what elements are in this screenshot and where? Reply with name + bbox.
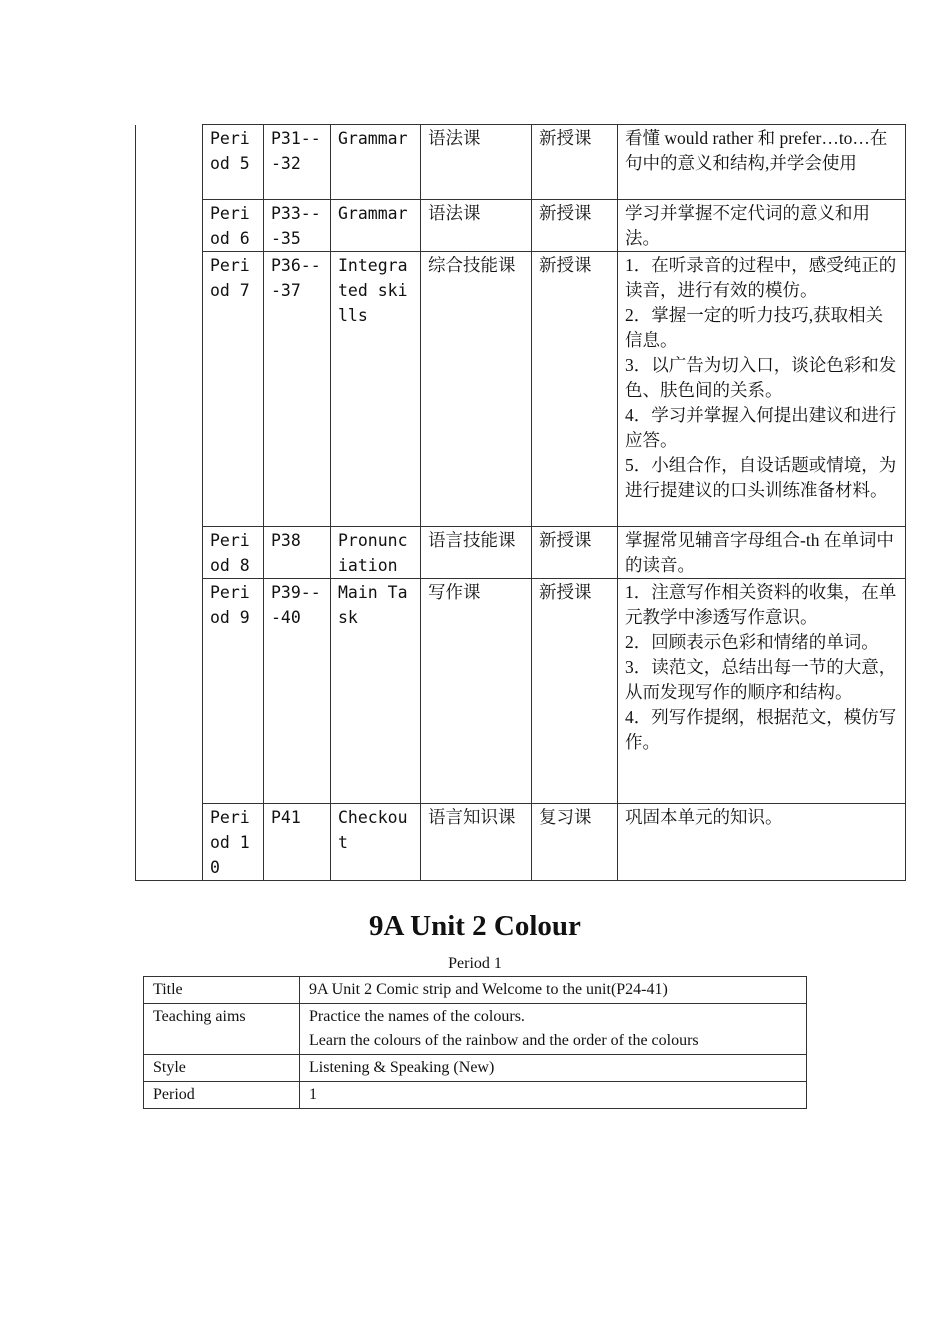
lesson-type-cell: 写作课 <box>421 579 532 804</box>
aim-item: 看懂 would rather 和 prefer…to…在句中的意义和结构,并学会使用 <box>625 128 888 173</box>
pages-cell: P41 <box>264 804 331 881</box>
aim-line: Learn the colours of the rainbow and the order of the colours <box>309 1032 699 1049</box>
pages-cell: P39---40 <box>264 579 331 804</box>
section-cell: Checkout <box>331 804 421 881</box>
aim-item: 1．注意写作相关资料的收集，在单元教学中渗透写作意识。 <box>625 582 897 627</box>
lesson-type-cell: 语言知识课 <box>421 804 532 881</box>
lesson-type-cell: 综合技能课 <box>421 252 532 527</box>
unit-title: 9A Unit 2 Colour <box>369 910 581 942</box>
unit-column-cell <box>136 125 203 881</box>
lesson-type-cell: 语法课 <box>421 125 532 200</box>
aim-item: 巩固本单元的知识。 <box>625 807 783 827</box>
info-row-title <box>144 977 807 1004</box>
period-cell: Period 9 <box>203 579 264 804</box>
plan-row <box>136 200 906 252</box>
aims-cell <box>618 579 906 804</box>
aim-item: 2．掌握一定的听力技巧,获取相关信息。 <box>625 305 884 350</box>
lesson-type-cell: 语法课 <box>421 200 532 252</box>
style-label: Style <box>144 1055 300 1082</box>
class-type-cell: 新授课 <box>532 200 618 252</box>
plan-row <box>136 579 906 804</box>
aim-item: 3．以广告为切入口，谈论色彩和发色、肤色间的关系。 <box>625 355 897 400</box>
aim-item: 4．列写作提纲，根据范文，模仿写作。 <box>625 707 897 752</box>
section-cell: Main Task <box>331 579 421 804</box>
plan-row <box>136 252 906 527</box>
aims-cell <box>618 527 906 579</box>
period-cell: Period 7 <box>203 252 264 527</box>
class-type-cell: 新授课 <box>532 527 618 579</box>
period-cell: Period 8 <box>203 527 264 579</box>
aim-line: Practice the names of the colours. <box>309 1008 525 1025</box>
info-row-style <box>144 1055 807 1082</box>
aims-value <box>300 1004 807 1055</box>
pages-cell: P33---35 <box>264 200 331 252</box>
aim-item: 1．在听录音的过程中，感受纯正的读音，进行有效的模仿。 <box>625 255 897 300</box>
section-cell: Grammar <box>331 200 421 252</box>
class-type-cell: 新授课 <box>532 252 618 527</box>
info-row-period <box>144 1082 807 1109</box>
title-value: 9A Unit 2 Comic strip and Welcome to the unit(P24-41) <box>300 977 807 1004</box>
aim-item: 3．读范文，总结出每一节的大意，从而发现写作的顺序和结构。 <box>625 657 897 702</box>
lesson-plan-body <box>136 125 906 881</box>
aims-cell <box>618 200 906 252</box>
period-label: Period <box>144 1082 300 1109</box>
aim-item: 5．小组合作，自设话题或情境，为进行提建议的口头训练准备材料。 <box>625 455 897 500</box>
lesson-plan-table <box>135 124 906 881</box>
section-cell: Grammar <box>331 125 421 200</box>
aim-item: 掌握常见辅音字母组合-th 在单词中的读音。 <box>625 530 894 575</box>
class-type-cell: 复习课 <box>532 804 618 881</box>
section-cell: Integrated skills <box>331 252 421 527</box>
info-row-aims <box>144 1004 807 1055</box>
aims-cell <box>618 252 906 527</box>
aim-item: 学习并掌握不定代词的意义和用法。 <box>625 203 870 248</box>
plan-row <box>136 125 906 200</box>
period-caption: Period 1 <box>448 955 502 972</box>
aim-item: 4．学习并掌握入何提出建议和进行应答。 <box>625 405 897 450</box>
pages-cell: P36---37 <box>264 252 331 527</box>
lesson-type-cell: 语言技能课 <box>421 527 532 579</box>
pages-cell: P31---32 <box>264 125 331 200</box>
period-cell: Period 10 <box>203 804 264 881</box>
section-cell: Pronunciation <box>331 527 421 579</box>
aims-cell <box>618 804 906 881</box>
aims-cell <box>618 125 906 200</box>
period-value: 1 <box>300 1082 807 1109</box>
plan-row <box>136 804 906 881</box>
class-type-cell: 新授课 <box>532 125 618 200</box>
aim-item: 2．回顾表示色彩和情绪的单词。 <box>625 632 879 652</box>
aims-label: Teaching aims <box>144 1004 300 1055</box>
title-label: Title <box>144 977 300 1004</box>
style-value: Listening & Speaking (New) <box>300 1055 807 1082</box>
period-cell: Period 6 <box>203 200 264 252</box>
pages-cell: P38 <box>264 527 331 579</box>
plan-row <box>136 527 906 579</box>
period-info-table <box>143 976 807 1109</box>
class-type-cell: 新授课 <box>532 579 618 804</box>
period-cell: Period 5 <box>203 125 264 200</box>
